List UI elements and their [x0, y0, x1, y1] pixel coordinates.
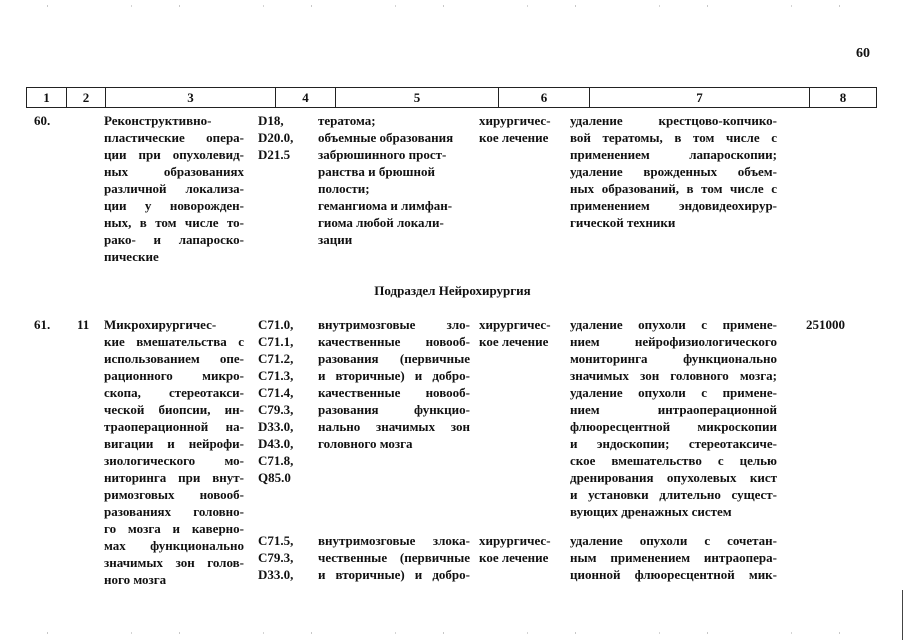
cell-line: ции при опухолевид-	[104, 147, 244, 162]
cell-line: D43.0,	[258, 436, 294, 451]
cell-line: дренирования опухолевых кист	[570, 470, 777, 485]
cell-line: чественные (первичные	[318, 550, 470, 565]
scan-artifact-top	[0, 5, 905, 7]
cell-line: хирургичес-	[479, 317, 551, 332]
cell-line: разованиях головно-	[104, 504, 244, 519]
cell-line: объемные образования	[318, 130, 454, 145]
cell-line: мах функционально	[104, 538, 244, 553]
cell-line: флюоресцентной микроскопии	[570, 419, 777, 434]
cell-line: C71.8,	[258, 453, 294, 468]
cell-line: внутримозговые злока-	[318, 533, 470, 548]
cell-line: пические	[104, 249, 159, 264]
cell-line: C71.0,	[258, 317, 294, 332]
cell-line: мониторинга функционально	[570, 351, 777, 366]
row61-col2: 11	[77, 317, 90, 332]
cell-line: применением эндовидеохирур-	[570, 198, 777, 213]
cell-line: римозговых новооб-	[104, 487, 244, 502]
cell-line: значимых зон головного мозга;	[570, 368, 777, 383]
cell-line: полости;	[318, 181, 370, 196]
cell-line: качественные новооб-	[318, 385, 470, 400]
cell-line: вигации и нейрофи-	[104, 436, 244, 451]
cell-line: C79.3,	[258, 402, 294, 417]
row61-col7	[570, 316, 777, 520]
cell-line: кие вмешательства с	[104, 334, 244, 349]
row60-col5	[318, 112, 470, 248]
cell-line: качественные новооб-	[318, 334, 470, 349]
cell-line: применением лапароскопии;	[570, 147, 777, 162]
cell-line: ным применением интраопера-	[570, 550, 777, 565]
row60-col3	[104, 112, 244, 265]
cell-line: использованием опе-	[104, 351, 244, 366]
cell-line: удаление опухоли с примене-	[570, 317, 777, 332]
cell-line: нием нейрофизиологического	[570, 334, 777, 349]
cell-line: удаление опухоли с примене-	[570, 385, 777, 400]
header-col-4: 4	[276, 88, 336, 107]
cell-line: значимых зон голов-	[104, 555, 244, 570]
row60-number: 60.	[34, 113, 51, 128]
cell-line: скопа, стереотакси-	[104, 385, 244, 400]
cell-line: ческой биопсии, ин-	[104, 402, 244, 417]
cell-line: пластические опера-	[104, 130, 244, 145]
page-number: 60	[856, 46, 870, 61]
cell-line: вующих дренажных систем	[570, 504, 732, 519]
scan-artifact-bottom	[0, 632, 905, 634]
cell-line: Реконструктивно-	[104, 113, 212, 128]
cell-line: ниторинга при внут-	[104, 470, 244, 485]
row60-col6	[479, 112, 551, 146]
cell-line: кое лечение	[479, 130, 549, 145]
cell-line: Q85.0	[258, 470, 291, 485]
header-col-8: 8	[839, 90, 847, 105]
cell-line: C71.1,	[258, 334, 294, 349]
cell-line: C71.3,	[258, 368, 294, 383]
row61-col5	[318, 316, 470, 452]
cell-line: кое лечение	[479, 550, 549, 565]
cell-line: ранства и брюшной	[318, 164, 436, 179]
header-col-6: 6	[499, 88, 590, 107]
cell-line: го мозга и каверно-	[104, 521, 244, 536]
row61-sub-col7	[570, 532, 777, 583]
header-col-5: 5	[336, 88, 499, 107]
row61-sub-col6	[479, 532, 551, 566]
header-col-1: 1	[27, 88, 67, 107]
cell-line: траоперационной на-	[104, 419, 244, 434]
cell-line: хирургичес-	[479, 113, 551, 128]
cell-line: удаление врожденных объем-	[570, 164, 777, 179]
cell-line: и эндоскопии; стереотаксиче-	[570, 436, 777, 451]
row61-col8: 251000	[806, 317, 845, 332]
cell-line: D33.0,	[258, 567, 294, 582]
cell-line: удаление опухоли с сочетан-	[570, 533, 777, 548]
row60-col4	[258, 112, 293, 163]
row61-col6	[479, 316, 551, 350]
header-col-2: 2	[67, 88, 106, 107]
cell-line: C71.4,	[258, 385, 294, 400]
cell-line: вой тератомы, в том числе с	[570, 130, 777, 145]
cell-line: D20.0,	[258, 130, 294, 145]
cell-line: рационного микро-	[104, 368, 244, 383]
row61-number: 61.	[34, 317, 51, 332]
cell-line: зации	[318, 232, 353, 247]
header-col-3: 3	[106, 88, 276, 107]
cell-line: C71.2,	[258, 351, 294, 366]
scan-edge-line	[902, 590, 903, 640]
cell-line: Микрохирургичес-	[104, 317, 217, 332]
cell-line: забрюшинного прост-	[318, 147, 447, 162]
row61-col3	[104, 316, 244, 588]
row60-col7	[570, 112, 777, 231]
cell-line: ское вмешательство с целью	[570, 453, 777, 468]
cell-line: и вторичные) и добро-	[318, 368, 470, 383]
cell-line: разования функцио-	[318, 402, 470, 417]
header-col-7: 7	[590, 88, 810, 107]
cell-line: D33.0,	[258, 419, 294, 434]
row61-sub-col4	[258, 532, 293, 583]
cell-line: нием интраоперационной	[570, 402, 777, 417]
cell-line: D21.5	[258, 147, 291, 162]
cell-line: тератома;	[318, 113, 376, 128]
cell-line: C71.5,	[258, 533, 294, 548]
cell-line: D18,	[258, 113, 284, 128]
cell-line: гемангиома и лимфан-	[318, 198, 453, 213]
cell-line: гической техники	[570, 215, 676, 230]
cell-line: нально значимых зон	[318, 419, 470, 434]
cell-line: внутримозговые зло-	[318, 317, 470, 332]
cell-line: ных образований, в том числе с	[570, 181, 777, 196]
cell-line: ных образованиях	[104, 164, 244, 179]
cell-line: разования (первичные	[318, 351, 470, 366]
table-header-row	[26, 87, 877, 108]
cell-line: зиологического мо-	[104, 453, 244, 468]
cell-line: ных, в том числе то-	[104, 215, 244, 230]
cell-line: и установки длительно сущест-	[570, 487, 777, 502]
row61-col4	[258, 316, 293, 486]
cell-line: ционной флюоресцентной мик-	[570, 567, 777, 582]
cell-line: хирургичес-	[479, 533, 551, 548]
cell-line: удаление крестцово-копчико-	[570, 113, 777, 128]
cell-line: кое лечение	[479, 334, 549, 349]
row61-sub-col5	[318, 532, 470, 583]
cell-line: C79.3,	[258, 550, 294, 565]
cell-line: различной локализа-	[104, 181, 244, 196]
cell-line: гиома любой локали-	[318, 215, 444, 230]
cell-line: головного мозга	[318, 436, 413, 451]
cell-line: и вторичные) и добро-	[318, 567, 470, 582]
cell-line: рако- и лапароско-	[104, 232, 244, 247]
subsection-title: Подраздел Нейрохирургия	[374, 283, 531, 298]
cell-line: ного мозга	[104, 572, 167, 587]
cell-line: ции у новорожден-	[104, 198, 244, 213]
